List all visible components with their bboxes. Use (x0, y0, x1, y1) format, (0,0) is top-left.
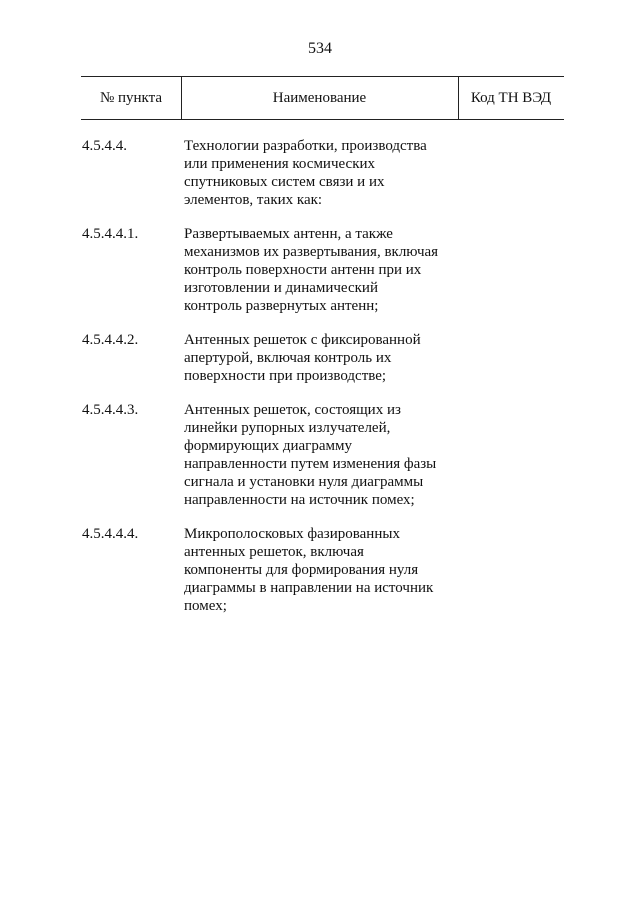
table-row (0, 225, 640, 315)
item-name (184, 331, 464, 385)
item-name-line: элементов, таких как: (184, 192, 323, 208)
item-name-line: Антенных решеток, состоящих из (184, 402, 401, 418)
item-name-line: Микрополосковых фазированных (184, 526, 400, 542)
item-name-line: изготовлении и динамический (184, 280, 378, 296)
item-name-line: Антенных решеток с фиксированной (184, 332, 421, 348)
item-name-line: сигнала и установки нуля диаграммы (184, 474, 424, 490)
table-row (0, 401, 640, 509)
item-number: 4.5.4.4.3. (82, 402, 139, 418)
item-name-line: контроль развернутых антенн; (184, 298, 379, 314)
item-name (184, 401, 464, 509)
item-name-line: направленности путем изменения фазы (184, 456, 437, 472)
item-number: 4.5.4.4.4. (82, 526, 139, 542)
item-name-line: Развертываемых антенн, а также (184, 226, 393, 242)
item-name-line: или применения космических (184, 156, 376, 172)
item-name (184, 525, 464, 615)
item-name-line: линейки рупорных излучателей, (184, 420, 391, 436)
header-name: Наименование (181, 77, 459, 119)
table-body (0, 137, 640, 631)
item-number: 4.5.4.4.1. (82, 226, 139, 242)
page-number: 534 (308, 40, 332, 57)
item-name-line: диаграммы в направлении на источник (184, 580, 434, 596)
header-code: Код ТН ВЭД (470, 90, 552, 106)
item-number: 4.5.4.4. (82, 138, 127, 154)
item-name-line: механизмов их развертывания, включая (184, 244, 439, 260)
header-item-number: № пункта (81, 77, 182, 119)
item-name (184, 225, 464, 315)
item-name-line: формирующих диаграмму (184, 438, 352, 454)
item-name-line: антенных решеток, включая (184, 544, 364, 560)
item-name-line: направленности на источник помех; (184, 492, 415, 508)
item-name-line: помех; (184, 598, 227, 614)
table-row (0, 137, 640, 209)
table-row (0, 525, 640, 615)
item-name (184, 137, 464, 209)
item-name-line: контроль поверхности антенн при их (184, 262, 422, 278)
item-name-line: Технологии разработки, производства (184, 138, 427, 154)
item-name-line: апертурой, включая контроль их (184, 350, 392, 366)
item-name-line: поверхности при производстве; (184, 368, 387, 384)
table-header (81, 76, 564, 120)
item-name-line: спутниковых систем связи и их (184, 174, 385, 190)
table-row (0, 331, 640, 385)
item-number: 4.5.4.4.2. (82, 332, 139, 348)
item-name-line: компоненты для формирования нуля (184, 562, 419, 578)
